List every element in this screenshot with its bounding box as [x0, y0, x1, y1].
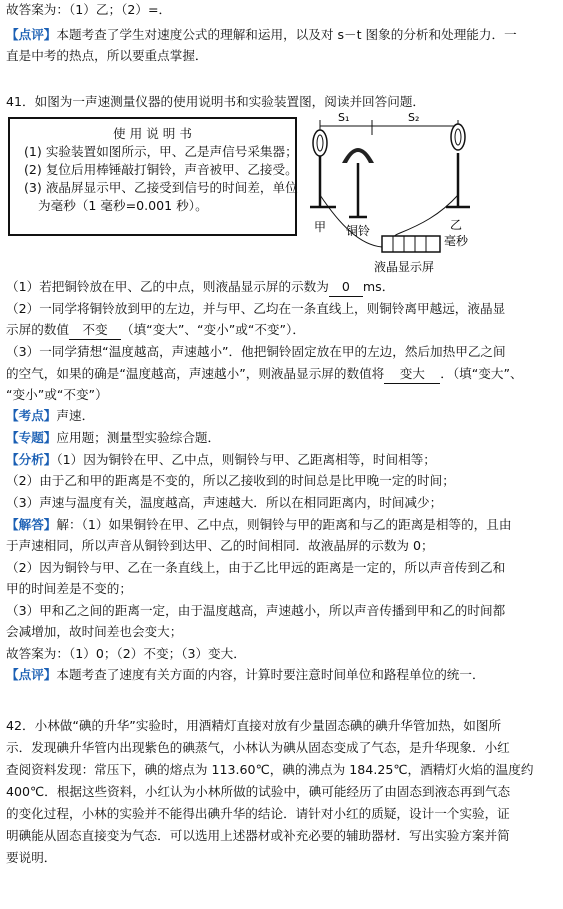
q42-line6: 明碘能从固态直接变为气态．可以选用上述器材或补充必要的辅助器材．写出实验方案并简 [6, 828, 510, 843]
apparatus-figure [300, 105, 490, 285]
q41-answer: 故答案为：（1）0；（2）不变；（3）变大． [6, 646, 246, 661]
manual-box [8, 117, 297, 236]
fenxi-line2: （2）由于乙和甲的距离是不变的，所以乙接收到的时间总是比甲晚一定的时间； [6, 473, 455, 488]
lcd-screen [382, 236, 440, 252]
q41-part3-line1: （3）一同学猜想“温度越高，声速越小”．他把铜铃固定放在甲的左边，然后加热甲乙之间 [6, 344, 506, 359]
manual-item: (3) 液晶屏显示甲、乙接受到信号的时间差，单位 [24, 180, 298, 195]
s2-label: S₂ [408, 111, 420, 124]
jia-label: 甲 [314, 220, 327, 234]
jieda-line2: 于声速相同，所以声音从铜铃到达甲、乙的时间相同．故液晶屏的示数为 0； [6, 538, 434, 553]
q42-line5: 的变化过程，小林的实验并不能得出碘升华的结论．请针对小红的质疑，设计一个实验，证 [6, 806, 510, 821]
zhuanti-line: 【专题】应用题；测量型实验综合题． [6, 430, 221, 445]
q42-line7: 要说明． [6, 850, 57, 865]
s1-label: S₁ [338, 111, 350, 124]
fenxi-line3: （3）声速与温度有关，温度越高，声速越大．所以在相同距离内，时间减少； [6, 495, 443, 510]
jieda-line5: （3）甲和乙之间的距离一定，由于温度越高，声速越小，所以声音传播到甲和乙的时间都 [6, 603, 506, 618]
q41-part2-line1: （2）一同学将铜铃放到甲的左边，并与甲、乙均在一条直线上，则铜铃离甲越远，液晶显 [6, 301, 506, 316]
manual-title: 使 用 说 明 书 [113, 126, 192, 141]
jieda-line1: 【解答】解：（1）如果铜铃在甲、乙中点，则铜铃与甲的距离和与乙的距离是相等的，且由 [6, 517, 512, 532]
q42-line3: 查阅资料发现：常压下，碘的熔点为 113.60℃，碘的沸点为 184.25℃，酒精灯火焰的温度约 [6, 762, 534, 777]
yi-label: 乙 [450, 218, 463, 232]
q41-stem: 41．如图为一声速测量仪器的使用说明书和实验装置图，阅读并回答问题． [6, 94, 426, 109]
answer-blank: 不变 [69, 321, 121, 340]
q41-part3-line2: 的空气，如果的确是“温度越高，声速越小”，则液晶显示屏的数值将 变大 ．（填“变大”、 [6, 365, 523, 384]
manual-item: (1) 实验装置如图所示，甲、乙是声信号采集器； [24, 144, 298, 159]
jieda-line3: （2）因为铜铃与甲、乙在一条直线上，由于乙比甲远的距离是一定的，所以声音传到乙和 [6, 560, 506, 575]
answer-blank: 0 [329, 278, 363, 297]
manual-item: (2) 复位后用棒锤敲打铜铃，声音被甲、乙接受。 [24, 162, 298, 177]
q42-line4: 400℃．根据这些资料，小红认为小林所做的试验中，碘可能经历了由固态到液态再到气态 [6, 784, 511, 799]
q41-part1: （1）若把铜铃放在甲、乙的中点，则液晶显示屏的示数为 0 ms． [6, 278, 394, 297]
prev-answer-line: 故答案为：（1）乙；（2）=． [6, 2, 172, 17]
lcd-label: 液晶显示屏 [374, 260, 435, 274]
manual-item: 为毫秒（1 毫秒=0.001 秒）。 [38, 198, 208, 213]
prev-comment-line1: 【点评】本题考查了学生对速度公式的理解和运用，以及对 s－t 图象的分析和处理能力．一 [6, 27, 517, 42]
q41-part2-line2: 示屏的数值 不变 （填“变大”、“变小”或“不变”）． [6, 321, 305, 340]
q42-line1: 42．小林做“碘的升华”实验时，用酒精灯直接对放有少量固态碘的碘升华管加热，如图所 [6, 718, 502, 733]
prev-comment-line2: 直是中考的热点，所以要重点掌握． [6, 48, 208, 63]
jieda-line6: 会减增加，故时间差也会变大； [6, 624, 183, 639]
q42-line2: 示．发现碘升华管内出现紫色的碘蒸气，小林认为碘从固态变成了气态，是升华现象．小红 [6, 740, 510, 755]
kaodian-line: 【考点】声速． [6, 408, 95, 423]
answer-blank: 变大 [384, 365, 440, 384]
comment-tag: 【点评】 [6, 27, 57, 42]
q41-part3-line3: “变小”或“不变”） [6, 387, 108, 402]
fenxi-line1: 【分析】（1）因为铜铃在甲、乙中点，则铜铃与甲、乙距离相等，时间相等； [6, 452, 436, 467]
jieda-line4: 甲的时间差是不变的； [6, 581, 132, 596]
dianping-line: 【点评】本题考查了速度有关方面的内容，计算时要注意时间单位和路程单位的统一． [6, 667, 485, 682]
bell-label: 铜铃 [346, 224, 371, 238]
ms-label: 毫秒 [444, 234, 469, 248]
